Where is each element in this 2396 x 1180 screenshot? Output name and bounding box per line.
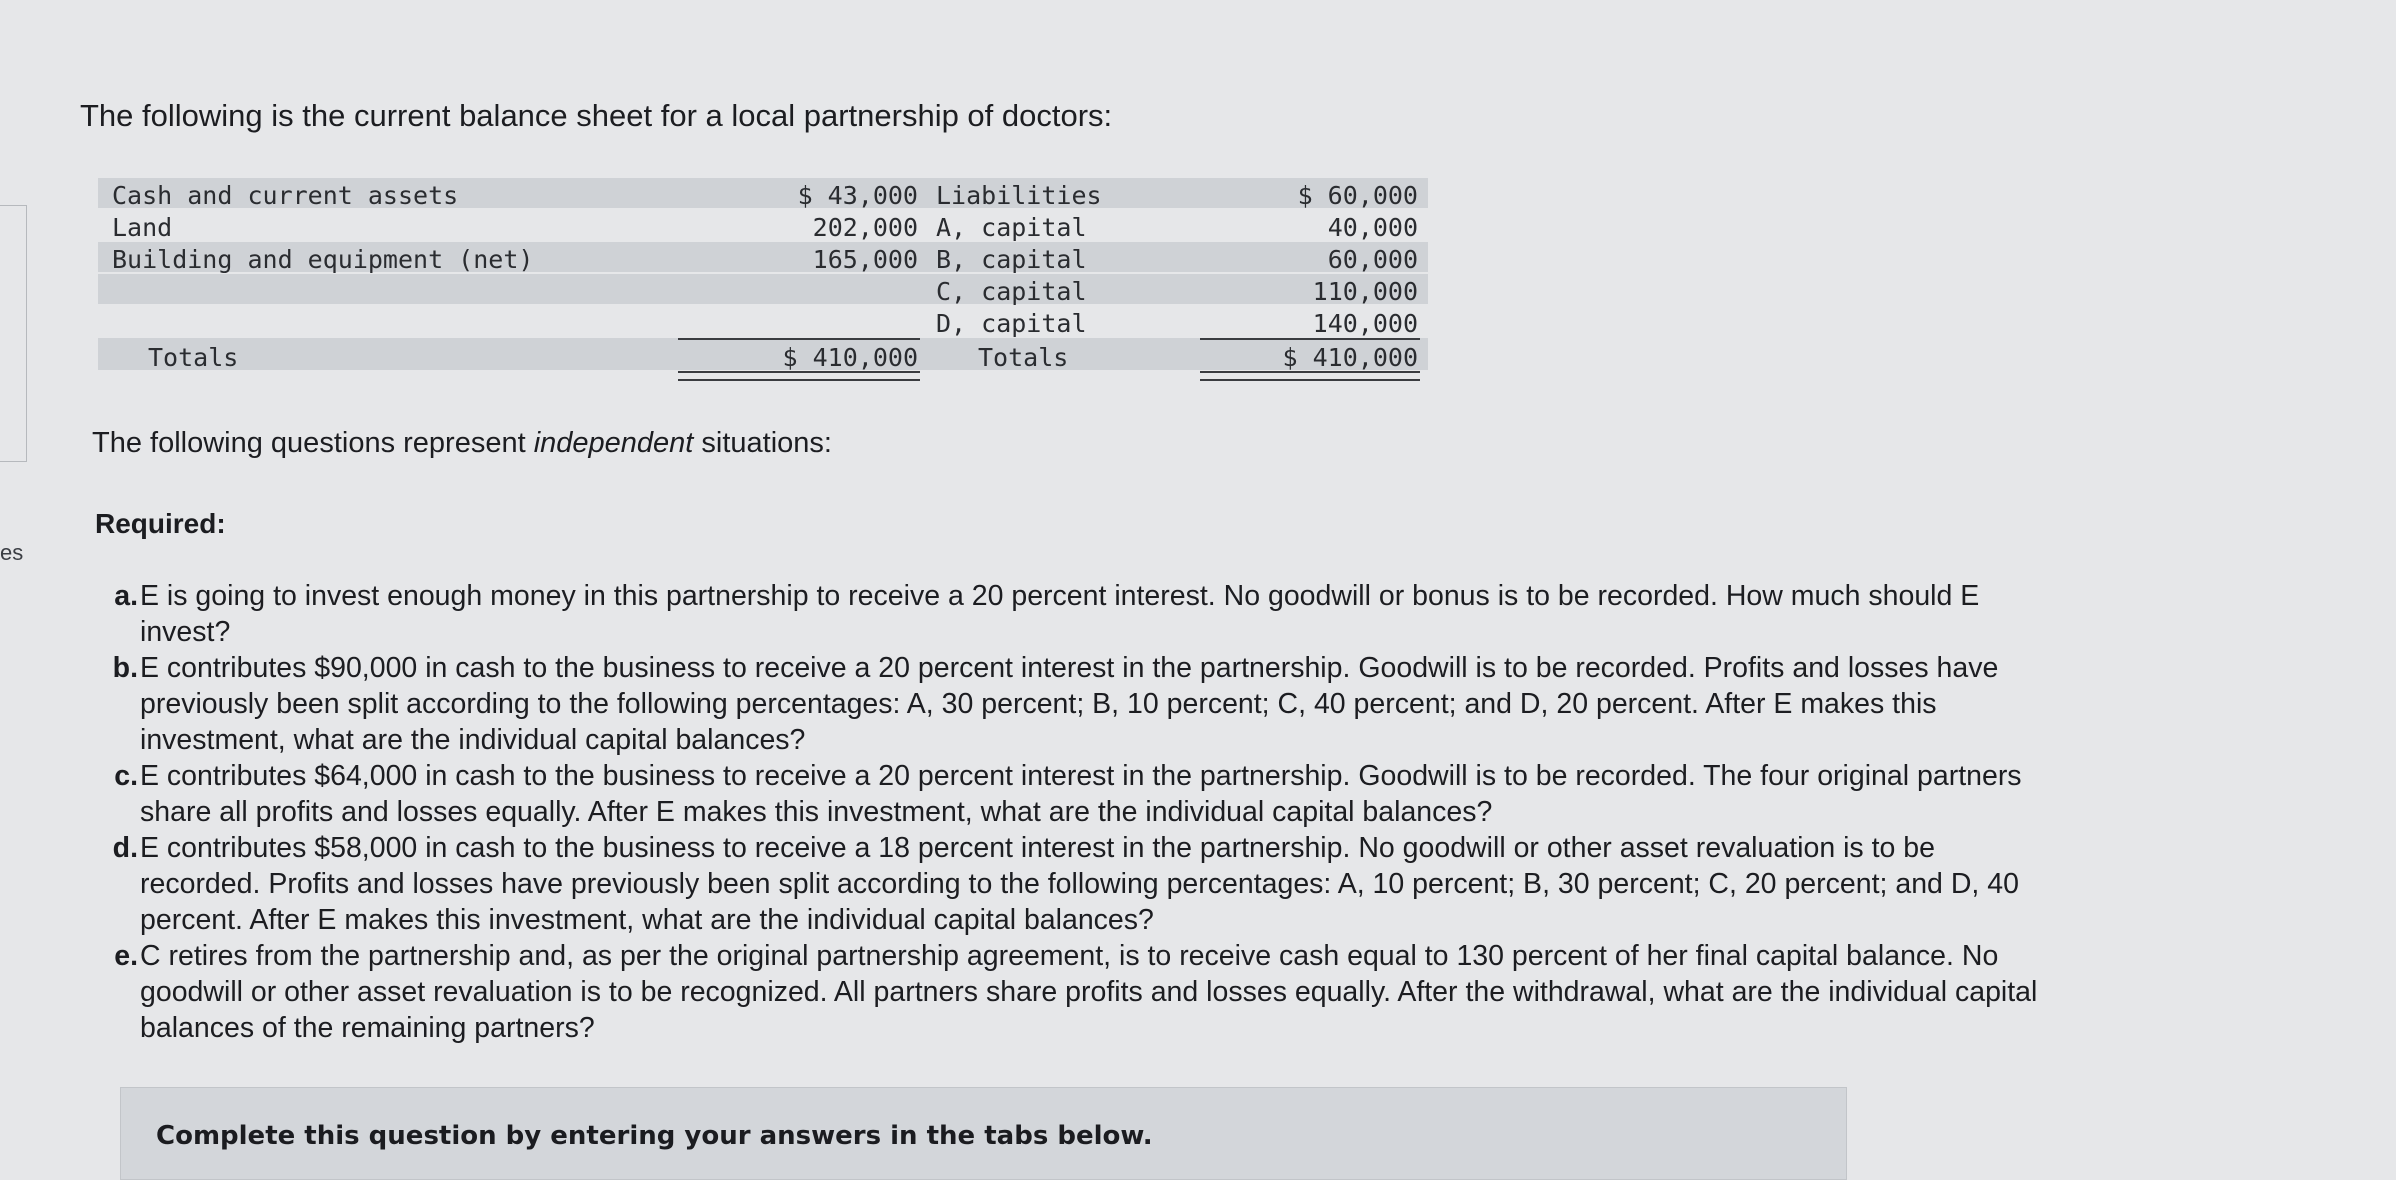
question-item	[100, 650, 2060, 758]
liability-amount: 140,000	[1312, 309, 1418, 338]
instruction-text: Complete this question by entering your answers in the tabs below.	[156, 1121, 1153, 1151]
sidebar-edge-text: es	[0, 540, 24, 565]
question-letter: d.	[112, 832, 138, 864]
left-panel-edge	[0, 205, 27, 462]
liability-amount: 60,000	[1327, 245, 1418, 274]
liability-amount: 40,000	[1327, 213, 1418, 242]
total-double-rule-left	[678, 371, 920, 381]
band-row-4	[98, 274, 1428, 304]
liability-amount: $ 60,000	[1297, 181, 1418, 210]
subtotal-rule-right	[1200, 338, 1420, 340]
asset-amount: 202,000	[812, 213, 918, 242]
question-item	[100, 830, 2060, 938]
totals-label-right: Totals	[978, 343, 1069, 372]
question-text: E contributes $64,000 in cash to the business to receive a 20 percent interest in the partnership. Goodwill is to be recorded. The four original partners share all profits and losses equally. After E makes this investment, what are the individual capital balances?	[140, 760, 2022, 828]
liability-label: Liabilities	[936, 181, 1102, 210]
liability-amount: 110,000	[1312, 277, 1418, 306]
balance-sheet	[108, 178, 1438, 378]
question-item	[100, 758, 2060, 830]
question-letter: e.	[114, 940, 138, 972]
intro-text: The following is the current balance sheet for a local partnership of doctors:	[80, 98, 1113, 133]
asset-label: Land	[112, 213, 173, 242]
asset-amount: $ 43,000	[797, 181, 918, 210]
totals-label-left: Totals	[148, 343, 239, 372]
question-text: E contributes $90,000 in cash to the business to receive a 20 percent interest in the partnership. Goodwill is to be recorded. Profits and losses have previously been split according to the following percentages: A, 30 percent; B, 10 percent; C, 40 percent; and D, 20 percent. After E makes this investment, what are the individual capital balances?	[140, 652, 1999, 756]
question-list	[100, 578, 2060, 1046]
totals-amount-left: $ 410,000	[782, 343, 918, 372]
liability-label: C, capital	[936, 277, 1087, 306]
total-double-rule-right	[1200, 371, 1420, 381]
question-letter: c.	[114, 760, 138, 792]
asset-label: Building and equipment (net)	[112, 245, 534, 274]
required-heading: Required:	[95, 508, 226, 539]
question-text: C retires from the partnership and, as per the original partnership agreement, is to receive cash equal to 130 percent of her final capital balance. No goodwill or other asset revaluation is to be recognized. All partners share profits and losses equally. After the withdrawal, what are the individual capital balances of the remaining partners?	[140, 940, 2038, 1044]
asset-label: Cash and current assets	[112, 181, 459, 210]
totals-amount-right: $ 410,000	[1282, 343, 1418, 372]
liability-label: D, capital	[936, 309, 1087, 338]
question-letter: a.	[114, 580, 138, 612]
question-letter: b.	[112, 652, 138, 684]
instruction-bar	[120, 1087, 1847, 1180]
liability-label: B, capital	[936, 245, 1087, 274]
question-text: E contributes $58,000 in cash to the business to receive a 18 percent interest in the partnership. No goodwill or other asset revaluation is to be recorded. Profits and losses have previously been split according to the following percentages: A, 10 percent; B, 30 percent; C, 20 percent; and D, 40 percent. After E makes this investment, what are the individual capital balances?	[140, 832, 2019, 936]
question-text: E is going to invest enough money in this partnership to receive a 20 percent interest. No goodwill or bonus is to be recorded. How much should E invest?	[140, 580, 1980, 648]
subtotal-rule-left	[678, 338, 920, 340]
liability-label: A, capital	[936, 213, 1087, 242]
question-item	[100, 578, 2060, 650]
asset-amount: 165,000	[812, 245, 918, 274]
question-item	[100, 938, 2060, 1046]
questions-intro: The following questions represent independent situations:	[92, 427, 832, 459]
